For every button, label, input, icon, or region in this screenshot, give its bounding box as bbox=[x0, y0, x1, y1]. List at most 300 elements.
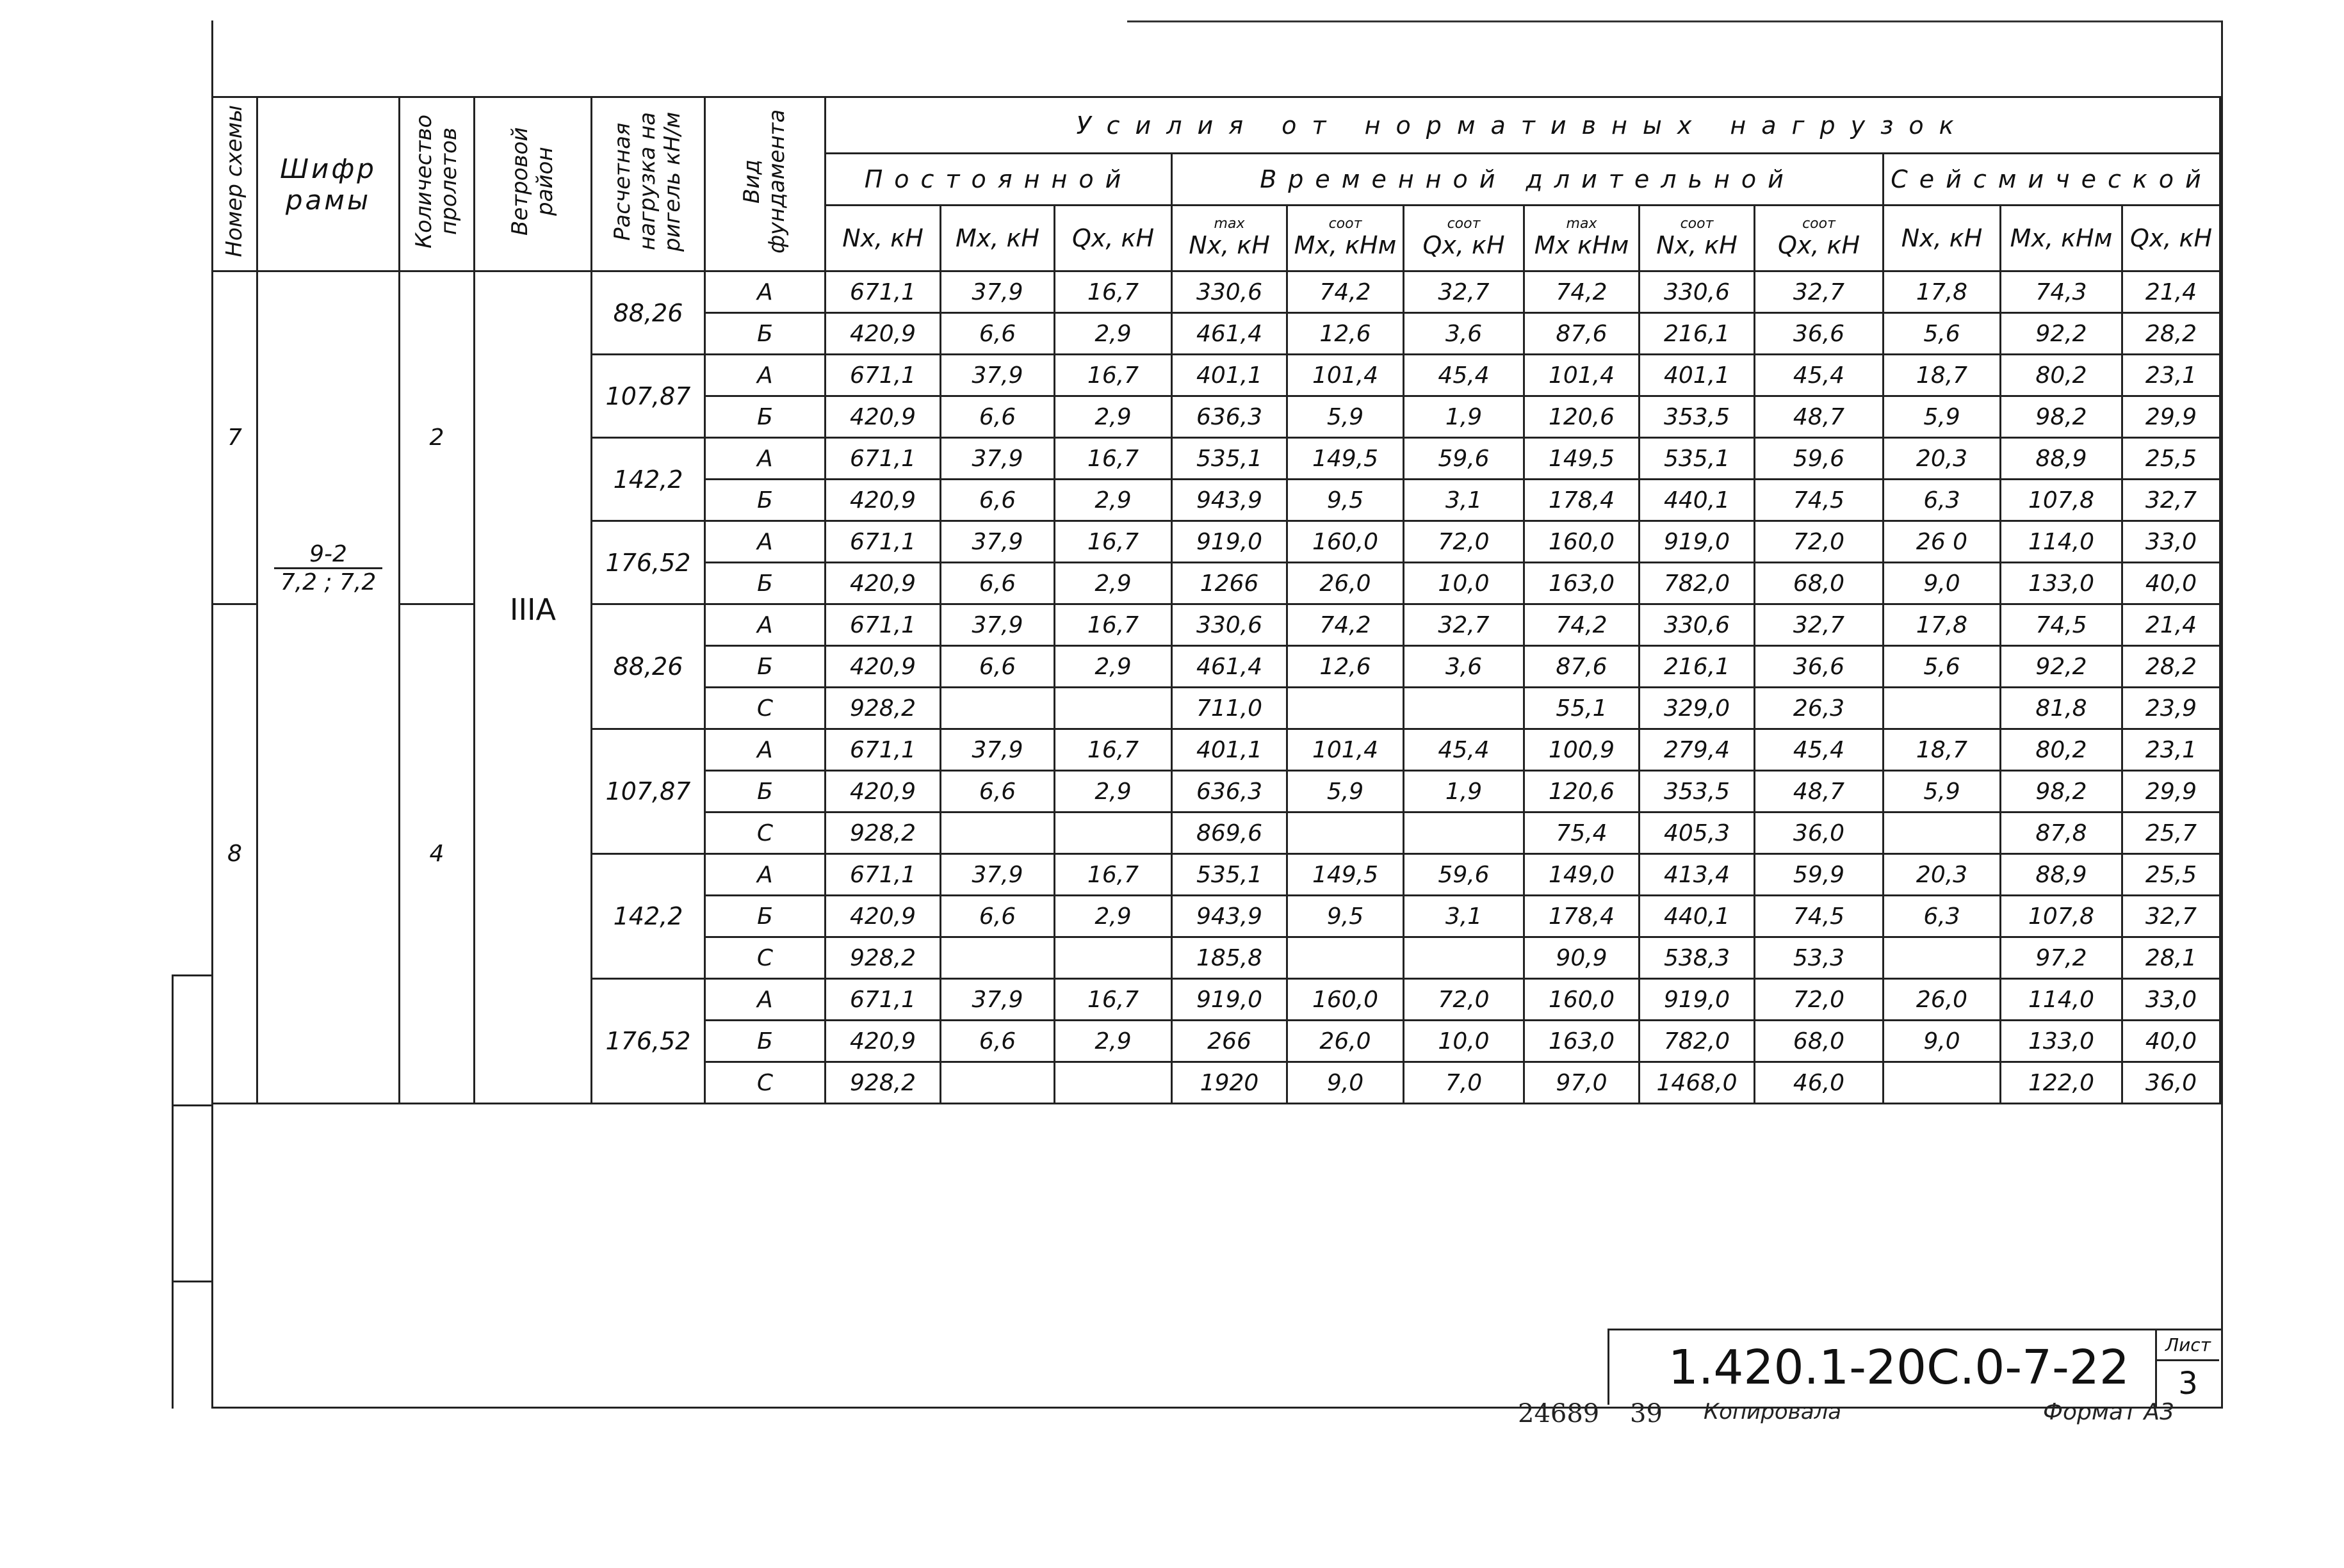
force-value: 6,3 bbox=[1884, 896, 2001, 937]
force-value: 100,9 bbox=[1524, 729, 1640, 771]
force-value: 25,7 bbox=[2122, 812, 2220, 854]
force-value: 37,9 bbox=[941, 521, 1055, 563]
force-value: 72,0 bbox=[1404, 521, 1524, 563]
force-value: 133,0 bbox=[2001, 563, 2122, 604]
force-value: 122,0 bbox=[2001, 1062, 2122, 1104]
force-value: 87,6 bbox=[1524, 646, 1640, 688]
force-value: 671,1 bbox=[826, 438, 941, 480]
column-header-label: Qx, кН bbox=[1071, 224, 1155, 252]
force-value: 101,4 bbox=[1287, 355, 1404, 396]
force-value: 3,6 bbox=[1404, 313, 1524, 355]
force-value: 420,9 bbox=[826, 480, 941, 521]
force-value: 92,2 bbox=[2001, 646, 2122, 688]
force-value: 782,0 bbox=[1640, 1021, 1755, 1062]
sheet-format: Формат А3 bbox=[2043, 1399, 2175, 1425]
foundation-type-value: А bbox=[705, 521, 826, 563]
force-value: 671,1 bbox=[826, 854, 941, 896]
column-header bbox=[1404, 206, 1524, 271]
force-value: 37,9 bbox=[941, 438, 1055, 480]
force-value: 18,7 bbox=[1884, 729, 2001, 771]
column-header bbox=[826, 206, 941, 271]
force-value: 919,0 bbox=[1172, 979, 1287, 1021]
force-value: 330,6 bbox=[1172, 604, 1287, 646]
force-value: 461,4 bbox=[1172, 313, 1287, 355]
force-value: 330,6 bbox=[1172, 271, 1287, 313]
force-value: 330,6 bbox=[1640, 604, 1755, 646]
column-header-label: Qx, кН bbox=[1422, 231, 1505, 259]
force-value: 6,6 bbox=[941, 1021, 1055, 1062]
forces-table bbox=[211, 96, 2221, 1104]
force-value: 33,0 bbox=[2122, 521, 2220, 563]
force-value: 25,5 bbox=[2122, 438, 2220, 480]
force-value bbox=[1404, 937, 1524, 979]
schema-number: 8 bbox=[213, 604, 257, 1104]
force-value: 53,3 bbox=[1755, 937, 1884, 979]
force-value: 37,9 bbox=[941, 979, 1055, 1021]
force-value: 32,7 bbox=[1404, 271, 1524, 313]
copied-by: Копировала bbox=[1704, 1399, 1842, 1425]
force-value: 928,2 bbox=[826, 688, 941, 729]
force-value: 1,9 bbox=[1404, 396, 1524, 438]
force-value: 869,6 bbox=[1172, 812, 1287, 854]
spans-count-value: 2 bbox=[400, 271, 475, 604]
force-value: 37,9 bbox=[941, 271, 1055, 313]
force-value: 16,7 bbox=[1055, 729, 1172, 771]
force-value bbox=[1884, 688, 2001, 729]
column-header-sup: соот bbox=[1802, 216, 1835, 232]
force-value: 671,1 bbox=[826, 979, 941, 1021]
force-value: 461,4 bbox=[1172, 646, 1287, 688]
force-value: 28,2 bbox=[2122, 646, 2220, 688]
header-schema-no: Номер схемы bbox=[213, 97, 257, 271]
force-value: 2,9 bbox=[1055, 563, 1172, 604]
force-value: 37,9 bbox=[941, 729, 1055, 771]
force-value: 59,6 bbox=[1404, 854, 1524, 896]
force-value: 74,5 bbox=[2001, 604, 2122, 646]
column-header-sup: соот bbox=[1680, 216, 1714, 232]
force-value: 74,2 bbox=[1524, 271, 1640, 313]
force-value: 87,6 bbox=[1524, 313, 1640, 355]
force-value: 5,6 bbox=[1884, 646, 2001, 688]
column-header bbox=[1884, 206, 2001, 271]
force-value: 26,0 bbox=[1287, 1021, 1404, 1062]
force-value: 74,2 bbox=[1524, 604, 1640, 646]
force-value: 636,3 bbox=[1172, 396, 1287, 438]
force-value: 45,4 bbox=[1404, 729, 1524, 771]
column-header-label: Nx, кН bbox=[1189, 231, 1270, 259]
force-value: 45,4 bbox=[1404, 355, 1524, 396]
force-value: 782,0 bbox=[1640, 563, 1755, 604]
force-value: 535,1 bbox=[1172, 438, 1287, 480]
force-value: 919,0 bbox=[1172, 521, 1287, 563]
force-value: 45,4 bbox=[1755, 355, 1884, 396]
force-value: 114,0 bbox=[2001, 979, 2122, 1021]
force-value: 671,1 bbox=[826, 271, 941, 313]
column-header bbox=[2122, 206, 2220, 271]
title-block bbox=[1607, 1329, 2219, 1407]
force-value: 538,3 bbox=[1640, 937, 1755, 979]
foundation-type-value: Б bbox=[705, 896, 826, 937]
force-value: 6,6 bbox=[941, 313, 1055, 355]
force-value: 6,6 bbox=[941, 771, 1055, 812]
force-value: 36,0 bbox=[1755, 812, 1884, 854]
force-value: 420,9 bbox=[826, 771, 941, 812]
force-value: 80,2 bbox=[2001, 355, 2122, 396]
force-value: 216,1 bbox=[1640, 313, 1755, 355]
force-value: 37,9 bbox=[941, 355, 1055, 396]
force-value: 943,9 bbox=[1172, 480, 1287, 521]
column-header bbox=[1172, 206, 1287, 271]
force-value: 10,0 bbox=[1404, 563, 1524, 604]
force-value: 6,6 bbox=[941, 896, 1055, 937]
force-value: 101,4 bbox=[1287, 729, 1404, 771]
force-value: 7,0 bbox=[1404, 1062, 1524, 1104]
force-value: 48,7 bbox=[1755, 396, 1884, 438]
force-value: 36,6 bbox=[1755, 313, 1884, 355]
force-value: 279,4 bbox=[1640, 729, 1755, 771]
force-value: 74,5 bbox=[1755, 480, 1884, 521]
force-value: 9,5 bbox=[1287, 896, 1404, 937]
design-load-value: 107,87 bbox=[592, 729, 705, 854]
force-value: 353,5 bbox=[1640, 396, 1755, 438]
foundation-type-value: Б bbox=[705, 1021, 826, 1062]
column-header-sup: соот bbox=[1447, 216, 1481, 232]
force-value: 3,6 bbox=[1404, 646, 1524, 688]
frame-cipher-value bbox=[257, 271, 400, 1104]
force-value: 178,4 bbox=[1524, 896, 1640, 937]
force-value: 32,7 bbox=[1755, 604, 1884, 646]
column-header bbox=[1640, 206, 1755, 271]
force-value bbox=[1404, 688, 1524, 729]
force-value: 2,9 bbox=[1055, 771, 1172, 812]
force-value: 160,0 bbox=[1287, 979, 1404, 1021]
force-value: 928,2 bbox=[826, 812, 941, 854]
force-value: 17,8 bbox=[1884, 271, 2001, 313]
foundation-type-value: Б bbox=[705, 646, 826, 688]
force-value: 329,0 bbox=[1640, 688, 1755, 729]
design-load-value: 88,26 bbox=[592, 271, 705, 355]
force-value: 37,9 bbox=[941, 604, 1055, 646]
force-value: 33,0 bbox=[2122, 979, 2220, 1021]
force-value: 20,3 bbox=[1884, 438, 2001, 480]
force-value: 133,0 bbox=[2001, 1021, 2122, 1062]
foundation-type-value: С bbox=[705, 812, 826, 854]
column-header-label: Mx, кНм bbox=[1294, 231, 1397, 259]
force-value: 88,9 bbox=[2001, 438, 2122, 480]
force-value: 87,8 bbox=[2001, 812, 2122, 854]
inventory-number: 24689 bbox=[1518, 1399, 1600, 1428]
force-value: 74,2 bbox=[1287, 604, 1404, 646]
margin-divider bbox=[174, 1281, 213, 1282]
force-value: 6,6 bbox=[941, 563, 1055, 604]
design-load-value: 88,26 bbox=[592, 604, 705, 729]
force-value: 32,7 bbox=[1404, 604, 1524, 646]
force-value: 185,8 bbox=[1172, 937, 1287, 979]
force-value: 16,7 bbox=[1055, 271, 1172, 313]
force-value bbox=[1055, 1062, 1172, 1104]
foundation-type-value: А bbox=[705, 729, 826, 771]
force-value: 919,0 bbox=[1640, 979, 1755, 1021]
foundation-type-value: А bbox=[705, 355, 826, 396]
force-value: 20,3 bbox=[1884, 854, 2001, 896]
force-value: 101,4 bbox=[1524, 355, 1640, 396]
header-temporary-long: Временной длительной bbox=[1172, 154, 1884, 206]
force-value: 40,0 bbox=[2122, 563, 2220, 604]
force-value: 671,1 bbox=[826, 355, 941, 396]
document-code: 1.420.1-20С.0-7-22 bbox=[1607, 1329, 2155, 1405]
foundation-type-value: А bbox=[705, 604, 826, 646]
force-value: 9,0 bbox=[1884, 563, 2001, 604]
wind-region-value bbox=[475, 271, 592, 1104]
design-load-value: 142,2 bbox=[592, 438, 705, 521]
force-value: 48,7 bbox=[1755, 771, 1884, 812]
wind-region-text: IIIA bbox=[509, 592, 557, 627]
force-value: 9,0 bbox=[1287, 1062, 1404, 1104]
column-header bbox=[941, 206, 1055, 271]
force-value: 5,9 bbox=[1287, 396, 1404, 438]
column-header bbox=[1055, 206, 1172, 271]
column-header bbox=[1524, 206, 1640, 271]
force-value: 1266 bbox=[1172, 563, 1287, 604]
force-value: 535,1 bbox=[1172, 854, 1287, 896]
foundation-type-value: А bbox=[705, 979, 826, 1021]
force-value: 72,0 bbox=[1755, 979, 1884, 1021]
header-seismic: Сейсмической bbox=[1884, 154, 2220, 206]
force-value: 107,8 bbox=[2001, 896, 2122, 937]
design-load-value: 107,87 bbox=[592, 355, 705, 438]
force-value: 149,5 bbox=[1287, 854, 1404, 896]
force-value: 5,9 bbox=[1884, 771, 2001, 812]
header-frame-cipher: Шифр рамы bbox=[257, 97, 400, 271]
sheet-number: 3 bbox=[2178, 1366, 2198, 1402]
force-value: 23,9 bbox=[2122, 688, 2220, 729]
force-value: 16,7 bbox=[1055, 604, 1172, 646]
force-value: 23,1 bbox=[2122, 355, 2220, 396]
force-value: 6,6 bbox=[941, 646, 1055, 688]
force-value: 98,2 bbox=[2001, 771, 2122, 812]
column-header-label: Mx, кН bbox=[956, 224, 1039, 252]
force-value: 420,9 bbox=[826, 896, 941, 937]
force-value: 40,0 bbox=[2122, 1021, 2220, 1062]
force-value: 163,0 bbox=[1524, 1021, 1640, 1062]
force-value: 32,7 bbox=[2122, 896, 2220, 937]
force-value: 12,6 bbox=[1287, 646, 1404, 688]
force-value: 26,3 bbox=[1755, 688, 1884, 729]
footer-number: 39 bbox=[1630, 1399, 1663, 1428]
force-value: 28,1 bbox=[2122, 937, 2220, 979]
force-value: 68,0 bbox=[1755, 1021, 1884, 1062]
force-value bbox=[941, 812, 1055, 854]
force-value bbox=[941, 688, 1055, 729]
force-value: 401,1 bbox=[1172, 355, 1287, 396]
force-value: 59,6 bbox=[1755, 438, 1884, 480]
force-value: 9,5 bbox=[1287, 480, 1404, 521]
force-value: 5,6 bbox=[1884, 313, 2001, 355]
force-value: 74,2 bbox=[1287, 271, 1404, 313]
force-value: 23,1 bbox=[2122, 729, 2220, 771]
force-value: 26,0 bbox=[1884, 979, 2001, 1021]
column-header bbox=[2001, 206, 2122, 271]
margin-divider bbox=[174, 1104, 213, 1106]
force-value: 401,1 bbox=[1172, 729, 1287, 771]
foundation-type-value: Б bbox=[705, 396, 826, 438]
force-value: 5,9 bbox=[1287, 771, 1404, 812]
foundation-type-value: Б bbox=[705, 313, 826, 355]
column-header-sup: max bbox=[1214, 216, 1245, 232]
force-value: 28,2 bbox=[2122, 313, 2220, 355]
force-value: 29,9 bbox=[2122, 771, 2220, 812]
force-value: 29,9 bbox=[2122, 396, 2220, 438]
force-value: 72,0 bbox=[1404, 979, 1524, 1021]
force-value: 1,9 bbox=[1404, 771, 1524, 812]
design-load-value: 142,2 bbox=[592, 854, 705, 979]
force-value: 413,4 bbox=[1640, 854, 1755, 896]
force-value bbox=[1884, 812, 2001, 854]
force-value: 68,0 bbox=[1755, 563, 1884, 604]
force-value bbox=[1055, 688, 1172, 729]
force-value: 18,7 bbox=[1884, 355, 2001, 396]
column-header-sup: max bbox=[1566, 216, 1597, 232]
force-value: 266 bbox=[1172, 1021, 1287, 1062]
force-value: 330,6 bbox=[1640, 271, 1755, 313]
design-load-value: 176,52 bbox=[592, 979, 705, 1104]
table-row bbox=[213, 271, 2220, 313]
column-header-label: Nx, кН bbox=[1656, 231, 1738, 259]
force-value: 16,7 bbox=[1055, 854, 1172, 896]
foundation-type-value: А bbox=[705, 271, 826, 313]
force-value: 74,3 bbox=[2001, 271, 2122, 313]
header-spans-count: Количество пролетов bbox=[400, 97, 475, 271]
force-value bbox=[1404, 812, 1524, 854]
column-header-label: Qx, кН bbox=[1777, 231, 1860, 259]
force-value: 32,7 bbox=[1755, 271, 1884, 313]
force-value: 120,6 bbox=[1524, 771, 1640, 812]
force-value: 12,6 bbox=[1287, 313, 1404, 355]
force-value: 72,0 bbox=[1755, 521, 1884, 563]
column-header-sup: соот bbox=[1328, 216, 1362, 232]
header-design-load: Расчетная нагрузка на ригель кН/м bbox=[592, 97, 705, 271]
force-value bbox=[1884, 937, 2001, 979]
force-value: 5,9 bbox=[1884, 396, 2001, 438]
force-value: 81,8 bbox=[2001, 688, 2122, 729]
force-value: 2,9 bbox=[1055, 396, 1172, 438]
force-value: 32,7 bbox=[2122, 480, 2220, 521]
header-foundation-type: Вид фундамента bbox=[705, 97, 826, 271]
force-value: 10,0 bbox=[1404, 1021, 1524, 1062]
force-value bbox=[941, 937, 1055, 979]
force-value: 36,0 bbox=[2122, 1062, 2220, 1104]
force-value bbox=[941, 1062, 1055, 1104]
sheet-box bbox=[2155, 1329, 2221, 1407]
column-header bbox=[1755, 206, 1884, 271]
force-value bbox=[1884, 1062, 2001, 1104]
foundation-type-value: С bbox=[705, 1062, 826, 1104]
force-value: 9,0 bbox=[1884, 1021, 2001, 1062]
schema-number: 7 bbox=[213, 271, 257, 604]
force-value: 2,9 bbox=[1055, 1021, 1172, 1062]
force-value: 114,0 bbox=[2001, 521, 2122, 563]
force-value: 216,1 bbox=[1640, 646, 1755, 688]
force-value: 2,9 bbox=[1055, 480, 1172, 521]
force-value: 919,0 bbox=[1640, 521, 1755, 563]
force-value: 107,8 bbox=[2001, 480, 2122, 521]
force-value: 1468,0 bbox=[1640, 1062, 1755, 1104]
header-permanent: Постоянной bbox=[826, 154, 1172, 206]
foundation-type-value: Б bbox=[705, 480, 826, 521]
force-value: 671,1 bbox=[826, 729, 941, 771]
sheet-label: Лист bbox=[2157, 1330, 2219, 1361]
force-value: 80,2 bbox=[2001, 729, 2122, 771]
force-value: 149,5 bbox=[1524, 438, 1640, 480]
force-value: 160,0 bbox=[1524, 521, 1640, 563]
header-forces-title: Усилия от нормативных нагрузок bbox=[826, 97, 2220, 154]
force-value: 671,1 bbox=[826, 604, 941, 646]
foundation-type-value: С bbox=[705, 937, 826, 979]
force-value: 149,5 bbox=[1287, 438, 1404, 480]
design-load-value: 176,52 bbox=[592, 521, 705, 604]
force-value: 2,9 bbox=[1055, 646, 1172, 688]
force-value: 163,0 bbox=[1524, 563, 1640, 604]
foundation-type-value: А bbox=[705, 438, 826, 480]
foundation-type-value: Б bbox=[705, 563, 826, 604]
force-value: 2,9 bbox=[1055, 313, 1172, 355]
header-wind-region: Ветровой район bbox=[475, 97, 592, 271]
force-value: 36,6 bbox=[1755, 646, 1884, 688]
force-value: 405,3 bbox=[1640, 812, 1755, 854]
force-value: 37,9 bbox=[941, 854, 1055, 896]
force-value: 97,0 bbox=[1524, 1062, 1640, 1104]
force-value bbox=[1055, 937, 1172, 979]
force-value bbox=[1055, 812, 1172, 854]
force-value: 45,4 bbox=[1755, 729, 1884, 771]
force-value: 25,5 bbox=[2122, 854, 2220, 896]
force-value: 16,7 bbox=[1055, 979, 1172, 1021]
foundation-type-value: А bbox=[705, 854, 826, 896]
force-value: 2,9 bbox=[1055, 896, 1172, 937]
column-header-label: Mx кНм bbox=[1534, 231, 1629, 259]
force-value: 90,9 bbox=[1524, 937, 1640, 979]
force-value: 401,1 bbox=[1640, 355, 1755, 396]
force-value: 75,4 bbox=[1524, 812, 1640, 854]
left-margin-box bbox=[172, 974, 213, 1409]
column-header-label: Nx, кН bbox=[1901, 224, 1983, 252]
force-value: 178,4 bbox=[1524, 480, 1640, 521]
force-value: 160,0 bbox=[1524, 979, 1640, 1021]
force-value: 98,2 bbox=[2001, 396, 2122, 438]
force-value: 26 0 bbox=[1884, 521, 2001, 563]
force-value: 97,2 bbox=[2001, 937, 2122, 979]
force-value: 928,2 bbox=[826, 937, 941, 979]
force-value: 636,3 bbox=[1172, 771, 1287, 812]
force-value: 17,8 bbox=[1884, 604, 2001, 646]
force-value: 16,7 bbox=[1055, 438, 1172, 480]
force-value: 3,1 bbox=[1404, 896, 1524, 937]
spans-count-value: 4 bbox=[400, 604, 475, 1104]
force-value: 149,0 bbox=[1524, 854, 1640, 896]
force-value: 59,6 bbox=[1404, 438, 1524, 480]
force-value: 16,7 bbox=[1055, 355, 1172, 396]
force-value: 6,6 bbox=[941, 480, 1055, 521]
force-value: 6,3 bbox=[1884, 480, 2001, 521]
force-value: 535,1 bbox=[1640, 438, 1755, 480]
force-value: 59,9 bbox=[1755, 854, 1884, 896]
foundation-type-value: С bbox=[705, 688, 826, 729]
column-header-label: Nx, кН bbox=[842, 224, 924, 252]
column-header bbox=[1287, 206, 1404, 271]
force-value: 928,2 bbox=[826, 1062, 941, 1104]
frame-cipher-denominator: 7,2 ; 7,2 bbox=[280, 569, 377, 595]
force-value: 711,0 bbox=[1172, 688, 1287, 729]
